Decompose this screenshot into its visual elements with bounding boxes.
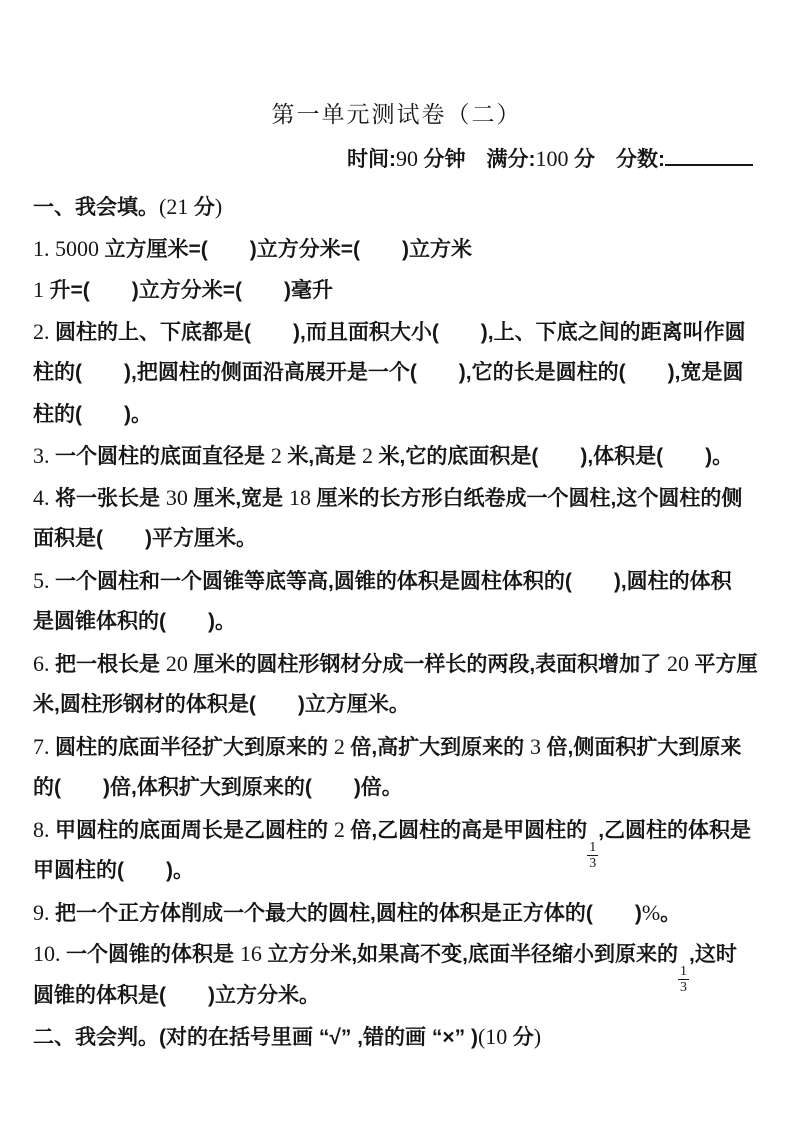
q6-line-1	[33, 643, 783, 685]
score-blank	[665, 143, 753, 166]
fraction-denominator: 3	[680, 980, 688, 995]
q4-line-1	[33, 477, 783, 519]
text-run: 一个圆柱和一个圆锥等底等高,圆锥的体积是圆柱体积的( ),圆柱的体积	[55, 569, 732, 593]
number-run: 3.	[33, 443, 55, 468]
q1-line-1	[33, 228, 783, 270]
text-run: 圆锥的体积是( )立方分米。	[33, 983, 320, 1007]
number-run: 2.	[33, 318, 55, 344]
text-run: 倍,乙圆柱的高是甲圆柱的	[350, 818, 588, 842]
text-run: 甲圆柱的底面周长是乙圆柱的	[55, 818, 334, 842]
text-run: 立方厘米=( )立方分米=( )立方米	[104, 237, 472, 261]
text-run: 一、我会填。	[33, 196, 159, 219]
q3-line-1	[33, 435, 783, 477]
text-run: 立方分米,如果高不变,底面半径缩小到原来的	[267, 943, 679, 966]
number-run: 30	[165, 484, 194, 510]
number-run: 7.	[33, 733, 55, 759]
text-run: 圆柱的底面半径扩大到原来的	[55, 735, 334, 759]
text-run: 圆柱的上、下底都是( ),而且面积大小( ),上、下底之间的距离叫作圆	[55, 320, 746, 344]
text-run: 倍,侧面积扩大到原来	[546, 735, 742, 759]
text-run: 把一根长是	[55, 652, 166, 676]
text-run: 一个圆柱的底面直径是	[55, 445, 271, 468]
text-run: 。	[660, 901, 682, 925]
text-run: 二、我会判。(对的在括号里画 “√” ,错的画 “×” )	[33, 1026, 478, 1049]
text-run: 分 分数:	[574, 148, 665, 171]
number-run: 2	[333, 816, 351, 842]
fraction	[678, 964, 689, 995]
text-run: 厘米,宽是	[193, 486, 290, 510]
number-run: 6.	[33, 650, 55, 676]
q2-line-1	[33, 311, 783, 353]
number-run: 4.	[33, 484, 55, 510]
number-run: 2	[333, 733, 351, 759]
number-run: (10	[477, 1024, 513, 1049]
number-run: 18	[289, 484, 317, 510]
text-run: 面积是( )平方厘米。	[33, 527, 257, 550]
q7-line-1	[33, 726, 783, 768]
text-run: 厘米的圆柱形钢材分成一样长的两段,表面积增加了	[193, 652, 668, 676]
number-run: 16	[239, 941, 268, 966]
text-run: 米,它的底面积是( ),体积是( )。	[378, 445, 734, 468]
q10-line-2	[33, 975, 783, 1017]
number-run: 90	[396, 146, 424, 171]
q8-line-2	[33, 850, 783, 892]
section-1-heading	[33, 186, 783, 228]
number-run: 20	[165, 650, 194, 676]
text-run: 柱的( )。	[33, 402, 152, 426]
number-run: (21	[159, 194, 194, 219]
number-run: 20	[667, 650, 695, 676]
text-run: 升=( )立方分米=( )毫升	[49, 279, 333, 302]
fraction-denominator: 3	[589, 855, 597, 871]
text-run: 米,圆柱形钢材的体积是( )立方厘米。	[33, 693, 410, 716]
q7-line-2	[33, 767, 783, 809]
question-lines	[33, 186, 783, 1058]
text-run: 倍,高扩大到原来的	[350, 735, 531, 759]
q2-line-3	[33, 394, 783, 436]
q1-line-2	[33, 269, 783, 311]
number-run: 1	[33, 277, 50, 302]
text-run: 甲圆柱的( )。	[33, 859, 194, 882]
q8-line-1	[33, 809, 783, 871]
q5-line-1	[33, 560, 783, 602]
number-run: 8.	[33, 816, 55, 842]
text-run: 柱的( ),把圆柱的侧面沿高展开是一个( ),它的长是圆柱的( ),宽是圆	[33, 361, 744, 384]
number-run: 2	[362, 443, 379, 468]
text-run: ,乙圆柱的体积是	[598, 818, 752, 842]
text-run: 时间:	[347, 148, 396, 171]
fraction	[587, 840, 598, 871]
fraction-numerator: 1	[589, 839, 597, 855]
text-run: 分	[512, 1026, 534, 1049]
q6-line-2	[33, 684, 783, 726]
text-run: 平方厘	[694, 652, 758, 676]
number-run: 10.	[33, 941, 66, 966]
text-run: 厘米的长方形白纸卷成一个圆柱,这个圆柱的侧	[316, 486, 743, 510]
text-run: 一个圆锥的体积是	[66, 943, 240, 966]
number-run: 5.	[33, 567, 55, 593]
q2-line-2	[33, 352, 783, 394]
q5-line-2	[33, 601, 783, 643]
number-run: %	[641, 899, 661, 925]
text-run: 分钟 满分:	[423, 148, 536, 171]
q4-line-2	[33, 518, 783, 560]
q9-line-1	[33, 892, 783, 934]
text-run: 是圆锥体积的( )。	[33, 610, 236, 633]
number-run: 9.	[33, 899, 55, 925]
text-run: ,这时	[689, 943, 737, 966]
number-run: )	[214, 194, 223, 219]
number-run: 1. 5000	[33, 235, 105, 261]
page-title: 第一单元测试卷（二）	[271, 102, 522, 127]
number-run: )	[533, 1024, 542, 1049]
exam-meta-line	[0, 142, 753, 177]
text-run: 将一张长是	[55, 486, 166, 510]
text-run: 分	[193, 196, 215, 219]
number-run: 3	[530, 733, 547, 759]
fraction-numerator: 1	[680, 964, 688, 979]
number-run: 100	[535, 146, 574, 171]
text-run: 把一个正方体削成一个最大的圆柱,圆柱的体积是正方体的( )	[55, 901, 642, 925]
number-run: 2	[270, 443, 288, 468]
text-run: 的( )倍,体积扩大到原来的( )倍。	[33, 776, 403, 799]
section-2-heading	[33, 1016, 783, 1058]
text-run: 米,高是	[287, 445, 363, 468]
